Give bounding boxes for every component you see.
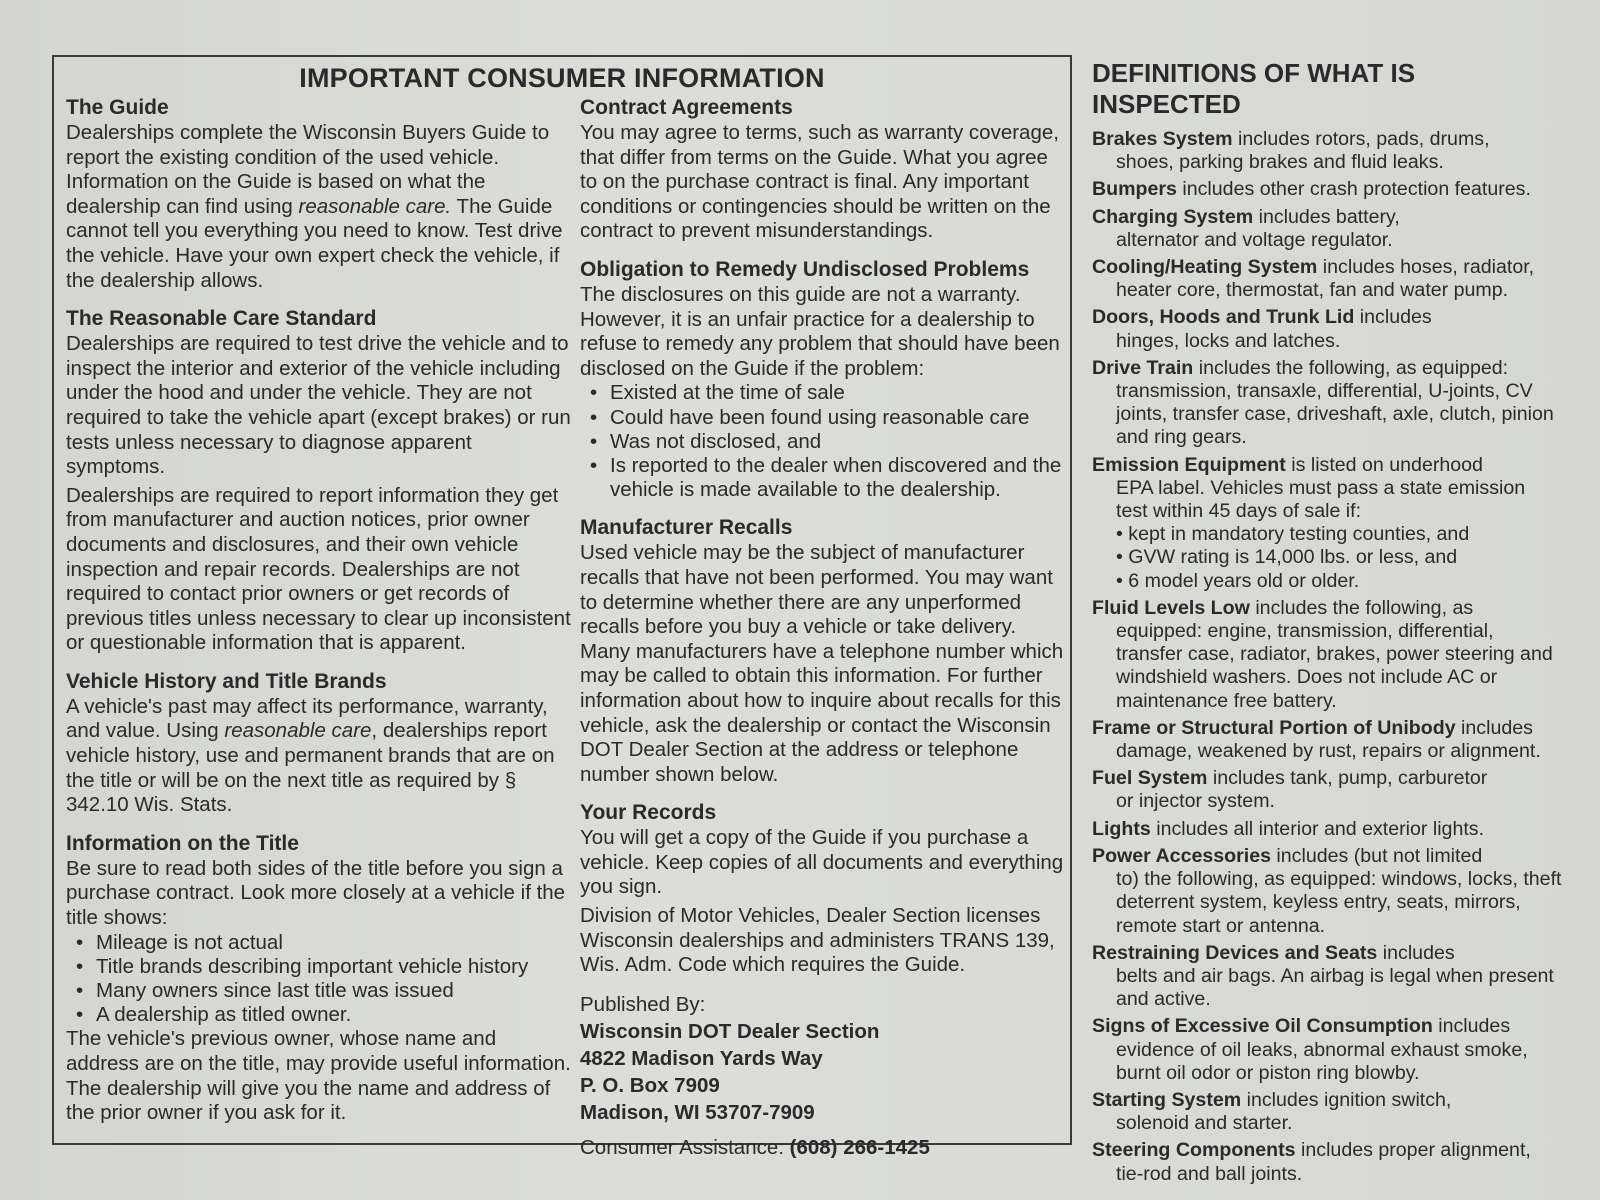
definition-term: Starting System	[1092, 1088, 1242, 1111]
definition-subitem: • 6 model years old or older.	[1116, 569, 1360, 592]
list-item: • Title brands describing important vehicle history	[66, 955, 574, 979]
definition-text: includes	[1354, 306, 1432, 329]
definition-term: Power Accessories	[1092, 844, 1271, 867]
section-text: You will get a copy of the Guide if you purchase a vehicle. Keep copies of all documents and everything you sign.	[580, 826, 1064, 899]
definition-item	[1092, 717, 1562, 763]
definition-term: Charging System	[1092, 205, 1254, 228]
definition-text: EPA label. Vehicles must pass a state emission test within 45 days of sale if:	[1116, 476, 1526, 523]
definition-text: includes the following, as equipped:	[1193, 356, 1509, 379]
definition-item	[1092, 1015, 1562, 1085]
list-item: • Is reported to the dealer when discovered and the vehicle is made available to the dealership.	[580, 454, 1068, 502]
publisher-block	[580, 991, 1068, 1161]
section-heading: Manufacturer Recalls	[580, 516, 793, 540]
section-text: Dealerships complete the Wisconsin Buyers Guide to report the existing condition of the used vehicle. Information on the Guide is based on what the dealership can find using reasonable care. The Guide cannot tell you everything you need to know. Test drive the vehicle. Have your own expert check the vehicle, if the dealership allows.	[66, 121, 563, 292]
publisher-org: Wisconsin DOT Dealer Section	[580, 1019, 880, 1043]
definition-term: Bumpers	[1092, 178, 1177, 201]
definition-item	[1092, 1089, 1562, 1135]
definition-item	[1092, 128, 1562, 174]
definition-text: or injector system.	[1116, 790, 1275, 813]
definition-text: includes rotors, pads, drums,	[1232, 128, 1490, 150]
definition-text: alternator and voltage regulator.	[1116, 228, 1393, 251]
definition-text: includes other crash protection features.	[1176, 178, 1531, 201]
assistance-phone: (608) 266-1425	[789, 1135, 930, 1159]
definition-text: includes all interior and exterior lights.	[1150, 817, 1485, 840]
publisher-city: Madison, WI 53707-7909	[580, 1100, 815, 1124]
list-item: • Existed at the time of sale	[580, 381, 1068, 405]
section-heading: Vehicle History and Title Brands	[66, 669, 387, 693]
definition-text: includes ignition switch,	[1241, 1088, 1452, 1111]
list-item: • A dealership as titled owner.	[66, 1003, 574, 1027]
definition-text: to) the following, as equipped: windows, locks, theft deterrent system, keyless entry, seats, mirrors, remote start or antenna.	[1116, 868, 1562, 937]
definition-subitem: • GVW rating is 14,000 lbs. or less, and	[1116, 546, 1458, 569]
definition-term: Restraining Devices and Seats	[1092, 941, 1378, 964]
definition-text: includes tank, pump, carburetor	[1207, 767, 1488, 790]
section-heading: Obligation to Remedy Undisclosed Problems	[580, 257, 1030, 281]
list-item: • Could have been found using reasonable care	[580, 406, 1068, 430]
section-text: Dealerships are required to test drive the vehicle and to inspect the interior and exterior of the vehicle including under the hood and under the vehicle. They are not required to take the vehicle apart (except brakes) or run tests unless necessary to diagnose apparent symptoms.	[66, 332, 571, 479]
definitions-list	[1092, 128, 1562, 1186]
section-text: Used vehicle may be the subject of manufacturer recalls that have not been performed. You may want to determine whether there are any unperformed recalls before you buy a vehicle or take delivery. Many manufacturers have a telephone number which may be called to obtain this information. For further information about how to inquire about recalls for this vehicle, ask the dealership or contact the Wisconsin DOT Dealer Section at the address or telephone number shown below.	[580, 541, 1064, 786]
publisher-street: 4822 Madison Yards Way	[580, 1046, 823, 1070]
definition-text: hinges, locks and latches.	[1116, 329, 1341, 352]
section-text: The disclosures on this guide are not a warranty. However, it is an unfair practice for a dealership to refuse to remedy any problem that should have been disclosed on the Guide if the problem:	[580, 282, 1060, 380]
definition-term: Emission Equipment	[1092, 453, 1286, 476]
obligation-bullet-list	[580, 381, 1068, 502]
definition-text: evidence of oil leaks, abnormal exhaust smoke, burnt oil odor or piston ring blowby.	[1116, 1038, 1528, 1084]
list-item: • Mileage is not actual	[66, 931, 574, 955]
list-item: • Was not disclosed, and	[580, 430, 1068, 454]
definition-text: heater core, thermostat, fan and water pump.	[1116, 279, 1509, 302]
definition-text: damage, weakened by rust, repairs or alignment.	[1116, 740, 1541, 763]
definitions-panel	[1092, 58, 1562, 1190]
definitions-title: DEFINITIONS OF WHAT IS INSPECTED	[1092, 58, 1416, 119]
section-text: Division of Motor Vehicles, Dealer Section licenses Wisconsin dealerships and administers TRANS 139, Wis. Adm. Code which requires the Guide.	[580, 904, 1055, 977]
left-column	[66, 95, 574, 1139]
consumer-info-box	[52, 55, 1072, 1159]
definition-item	[1092, 818, 1562, 841]
section-text: A vehicle's past may affect its performance, warranty, and value. Using reasonable care, dealerships report vehicle history, use and permanent brands that are on the title or will be on the next title as required by § 342.10 Wis. Stats.	[66, 694, 555, 817]
section-text: The vehicle's previous owner, whose name and address are on the title, may provide useful information. The dealership will give you the name and address of the prior owner if you ask for it.	[66, 1027, 571, 1125]
definition-text: includes (but not limited	[1270, 844, 1483, 867]
definition-text: includes	[1432, 1015, 1511, 1038]
box-title: IMPORTANT CONSUMER INFORMATION	[299, 63, 825, 93]
definition-term: Doors, Hoods and Trunk Lid	[1092, 306, 1355, 329]
definition-term: Frame or Structural Portion of Unibody	[1092, 716, 1456, 739]
section-vehicle-history	[66, 669, 574, 818]
definition-term: Brakes System	[1092, 128, 1233, 150]
definition-term: Fluid Levels Low	[1092, 596, 1250, 619]
definition-text: includes	[1377, 941, 1455, 964]
list-item: • Many owners since last title was issued	[66, 979, 574, 1003]
definition-text: includes hoses, radiator,	[1317, 256, 1535, 279]
definition-text: is listed on underhood	[1285, 453, 1483, 476]
definition-item	[1092, 256, 1562, 302]
definition-term: Cooling/Heating System	[1092, 256, 1318, 279]
definition-term: Signs of Excessive Oil Consumption	[1092, 1015, 1433, 1038]
section-heading: Your Records	[580, 801, 717, 825]
definition-item	[1092, 206, 1562, 252]
section-heading: Information on the Title	[66, 831, 299, 855]
definition-text: includes	[1455, 716, 1533, 739]
definition-text: includes proper alignment,	[1295, 1139, 1531, 1162]
definition-item	[1092, 845, 1562, 938]
definition-term: Drive Train	[1092, 356, 1194, 379]
section-heading: Contract Agreements	[580, 96, 793, 119]
definition-item	[1092, 454, 1562, 593]
definition-text: tie-rod and ball joints.	[1116, 1162, 1303, 1185]
section-text: Dealerships are required to report information they get from manufacturer and auction notices, prior owner documents and disclosures, and their own vehicle inspection and repair records. Dealerships are not required to contact prior owners or get records of previous titles unless necessary to clear up inconsistent or questionable information that is apparent.	[66, 483, 571, 655]
definition-item	[1092, 357, 1562, 450]
definition-text: includes the following, as	[1249, 596, 1474, 619]
definition-term: Fuel System	[1092, 767, 1208, 790]
section-reasonable-care	[66, 306, 574, 656]
definition-text: includes battery,	[1253, 205, 1400, 228]
definition-item	[1092, 1139, 1562, 1185]
section-recalls	[580, 515, 1068, 787]
definition-subitem: • kept in mandatory testing counties, and	[1116, 523, 1470, 546]
section-contract	[580, 95, 1068, 244]
definition-item	[1092, 597, 1562, 713]
definition-item	[1092, 942, 1562, 1012]
section-text: You may agree to terms, such as warranty coverage, that differ from terms on the Guide. What you agree to on the purchase contract is final. Any important conditions or contingencies should be written on the contract to prevent misunderstandings.	[580, 121, 1059, 243]
definition-text: transmission, transaxle, differential, U-joints, CV joints, transfer case, driveshaft, axle, clutch, pinion and ring gears.	[1116, 380, 1554, 449]
section-title-info	[66, 831, 574, 1126]
definition-item	[1092, 767, 1562, 813]
definition-text: belts and air bags. An airbag is legal when present and active.	[1116, 964, 1554, 1011]
definition-item	[1092, 306, 1562, 352]
definition-term: Steering Components	[1092, 1139, 1296, 1162]
section-heading: The Guide	[66, 96, 169, 119]
section-text: Be sure to read both sides of the title before you sign a purchase contract. Look more closely at a vehicle if the title shows:	[66, 856, 566, 930]
definition-text: shoes, parking brakes and fluid leaks.	[1116, 151, 1444, 174]
definition-term: Lights	[1092, 817, 1151, 840]
section-records	[580, 800, 1068, 978]
consumer-assistance: Consumer Assistance: (608) 266-1425	[580, 1135, 930, 1159]
section-obligation	[580, 257, 1068, 502]
published-label: Published By:	[580, 992, 706, 1016]
definition-item	[1092, 178, 1562, 201]
section-guide	[66, 95, 574, 293]
title-bullet-list	[66, 931, 574, 1028]
definition-text: solenoid and starter.	[1116, 1112, 1293, 1135]
publisher-po-box: P. O. Box 7909	[580, 1073, 720, 1097]
right-column	[580, 95, 1068, 1161]
definition-text: equipped: engine, transmission, differential, transfer case, radiator, brakes, power steering and windshield washers. Does not include AC or maintenance free battery.	[1116, 620, 1553, 712]
section-heading: The Reasonable Care Standard	[66, 307, 377, 331]
